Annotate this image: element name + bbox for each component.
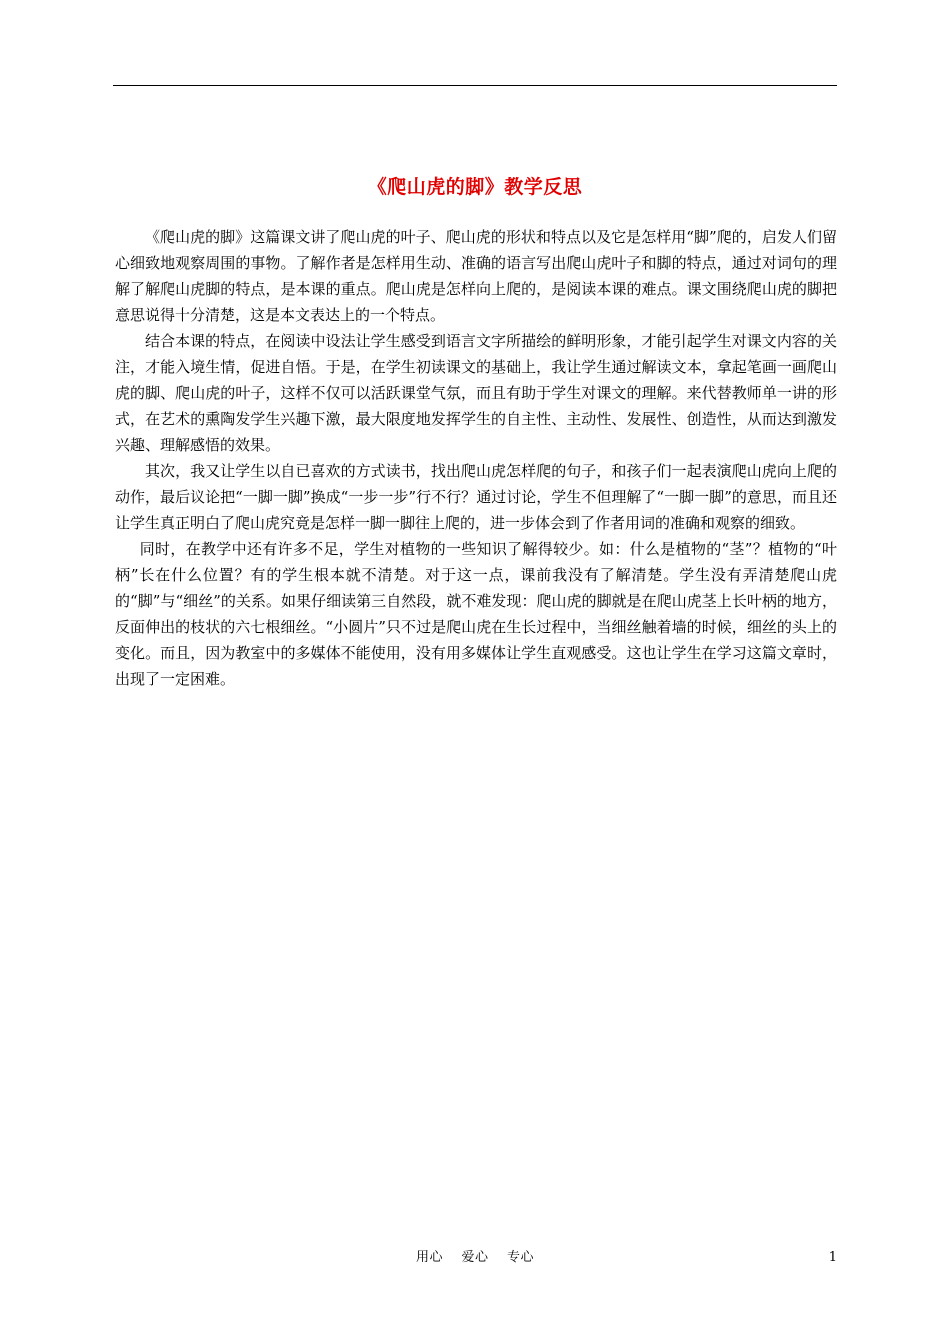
paragraph-1: 《爬山虎的脚》这篇课文讲了爬山虎的叶子、爬山虎的形状和特点以及它是怎样用“脚”爬的，启发人们留心细致地观察周围的事物。了解作者是怎样用生动、准确的语言写出爬山虎叶子和脚的特点，通过对词句的理解了解爬山虎脚的特点，是本课的重点。爬山虎是怎样向上爬的，是阅读本课的难点。课文围绕爬山虎的脚把意思说得十分清楚，这是本文表达上的一个特点。 — [115, 228, 837, 324]
footer-motto: 用心 爱心 专心 — [415, 1250, 535, 1265]
document-body — [115, 224, 837, 692]
page-footer — [0, 1248, 950, 1268]
page-number: 1 — [828, 1250, 837, 1265]
paragraph-3: 其次，我又让学生以自已喜欢的方式读书，找出爬山虎怎样爬的句子，和孩子们一起表演爬山虎向上爬的动作，最后议论把“一脚一脚”换成“一步一步”行不行？通过讨论，学生不但理解了“一脚一脚”的意思，而且还让学生真正明白了爬山虎究竟是怎样一脚一脚往上爬的，进一步体会到了作者用词的准确和观察的细致。 — [115, 462, 837, 532]
document-title: 《爬山虎的脚》教学反思 — [367, 176, 583, 198]
paragraph-4: 同时，在教学中还有许多不足，学生对植物的一些知识了解得较少。如：什么是植物的“茎”？植物的“叶柄”长在什么位置？有的学生根本就不清楚。对于这一点，课前我没有了解清楚。学生没有弄清楚爬山虎的“脚”与“细丝”的关系。如果仔细读第三自然段，就不难发现：爬山虎的脚就是在爬山虎茎上长叶柄的地方，反面伸出的枝状的六七根细丝。“小圆片”只不过是爬山虎在生长过程中，当细丝触着墙的时候，细丝的头上的变化。而且，因为教室中的多媒体不能使用，没有用多媒体让学生直观感受。这也让学生在学习这篇文章时，出现了一定困难。 — [115, 540, 837, 688]
header-rule — [113, 85, 837, 86]
paragraph-2: 结合本课的特点，在阅读中设法让学生感受到语言文字所描绘的鲜明形象，才能引起学生对课文内容的关注，才能入境生情，促进自悟。于是，在学生初读课文的基础上，我让学生通过解读文本，拿起笔画一画爬山虎的脚、爬山虎的叶子，这样不仅可以活跃课堂气氛，而且有助于学生对课文的理解。来代替教师单一讲的形式，在艺术的熏陶发学生兴趣下激，最大限度地发挥学生的自主性、主动性、发展性、创造性，从而达到激发兴趣、理解感悟的效果。 — [115, 332, 837, 454]
